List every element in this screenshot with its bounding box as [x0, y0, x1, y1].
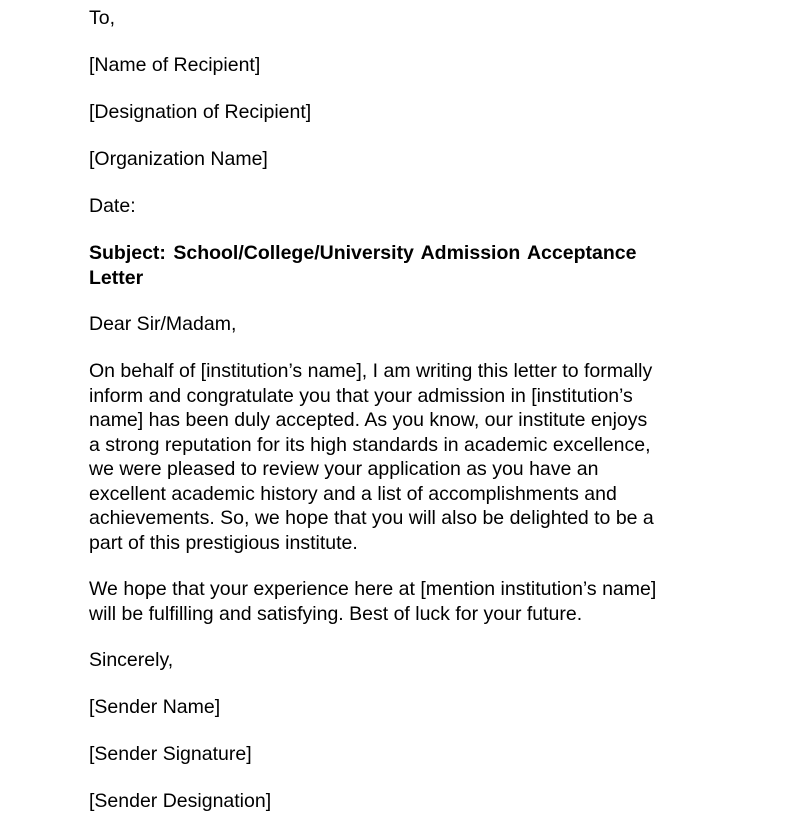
paragraph-line: achievements. So, we hope that you will also be delighted to be a [89, 507, 654, 529]
paragraph-line: inform and congratulate you that your admission in [institution’s [89, 384, 633, 407]
greeting: Dear Sir/Madam, [89, 313, 237, 335]
paragraph-line: will be fulfilling and satisfying. Best of luck for your future. [89, 602, 583, 625]
paragraph-line: we were pleased to review your application as you have an [89, 458, 599, 480]
body-paragraph-1 [89, 359, 719, 555]
paragraph-line: On behalf of [institution’s name], I am writing this letter to formally [89, 360, 653, 382]
sender-designation: [Sender Designation] [89, 790, 272, 812]
letter-document [89, 6, 719, 836]
paragraph-line: part of this prestigious institute. [89, 531, 358, 554]
paragraph-line: excellent academic history and a list of accomplishments and [89, 482, 617, 505]
recipient-designation: [Designation of Recipient] [89, 101, 312, 123]
organization-name: [Organization Name] [89, 148, 268, 170]
sender-signature: [Sender Signature] [89, 743, 252, 765]
paragraph-line: We hope that your experience here at [mention institution’s name] [89, 578, 657, 600]
subject-line: Subject: School/College/University Admission Acceptance [89, 242, 637, 264]
subject-line: Letter [89, 266, 144, 289]
paragraph-line: a strong reputation for its high standards in academic excellence, [89, 433, 651, 456]
body-paragraph-2 [89, 577, 719, 626]
recipient-name: [Name of Recipient] [89, 54, 261, 76]
sender-name: [Sender Name] [89, 696, 221, 718]
to-label: To, [89, 7, 116, 29]
paragraph-line: name] has been duly accepted. As you know, our institute enjoys [89, 409, 648, 431]
date-label: Date: [89, 195, 136, 217]
subject-heading [89, 241, 719, 290]
closing: Sincerely, [89, 649, 174, 671]
